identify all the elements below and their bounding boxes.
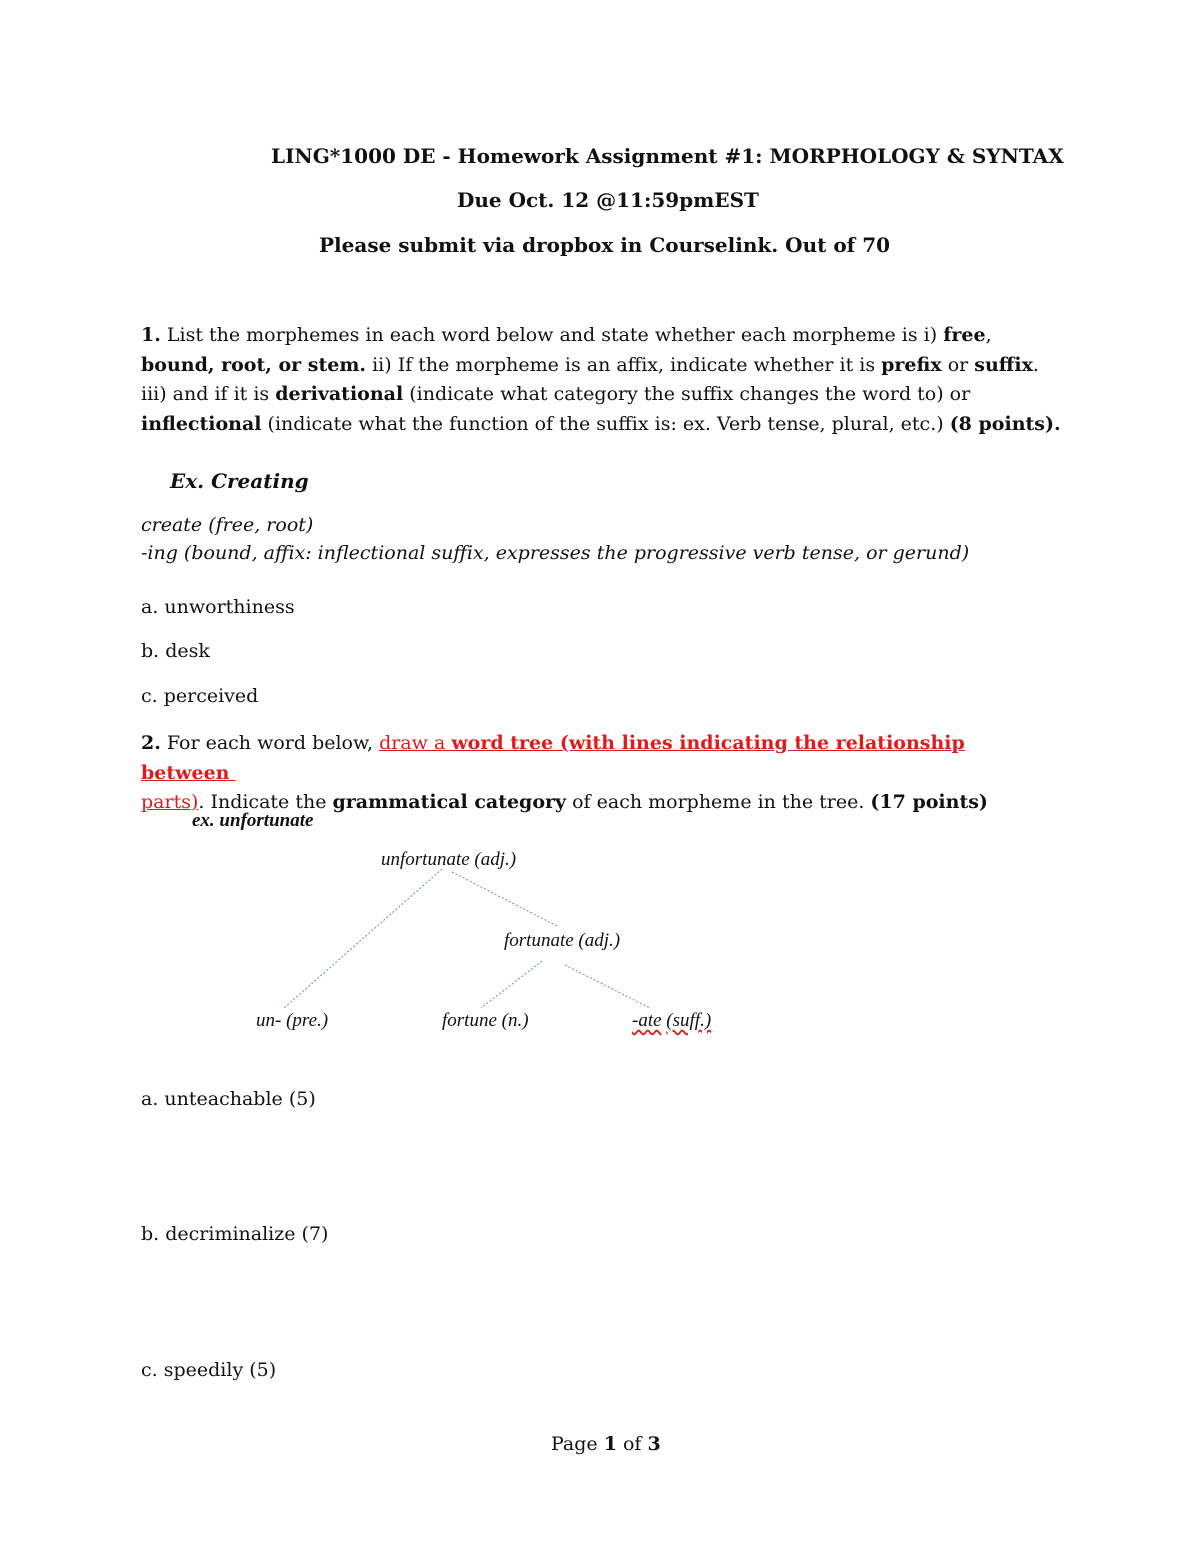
- tree-branch: [284, 869, 442, 1008]
- tree-example-heading: ex. unfortunate: [192, 810, 314, 831]
- question-item: c. perceived: [141, 685, 259, 707]
- question-number: 2.: [141, 732, 161, 754]
- page-footer: Page 1 of 3: [551, 1433, 661, 1455]
- question-item: b. desk: [141, 640, 210, 662]
- tree-node-suffix: -ate (suff.): [632, 1010, 712, 1031]
- example-line: create (free, root): [141, 514, 314, 536]
- question-2: 2. For each word below, draw a word tree (with lines indicating the relationship between parts). Indicate the grammatical category of each morpheme in the tree. (17 points): [141, 732, 988, 813]
- tree-node-root-morpheme: fortune (n.): [442, 1010, 529, 1031]
- example-heading: Ex. Creating: [170, 469, 309, 493]
- tree-node-stem: fortunate (adj.): [504, 930, 621, 951]
- question-1: 1. List the morphemes in each word below and state whether each morpheme is i) free, bound, root, or stem. ii) If the morpheme is an affix, indicate whether it is prefix or suffix. iii) and if it is derivational (indicate what category the suffix changes the word to) or inflectional (indicate what the function of the suffix is: ex. Verb tense, plural, etc.) (8 points).: [141, 324, 1061, 435]
- example-line: -ing (bound, affix: inflectional suffix, expresses the progressive verb tense, or gerund): [141, 542, 970, 564]
- tree-branch: [452, 872, 557, 926]
- document-title: LING*1000 DE - Homework Assignment #1: MORPHOLOGY & SYNTAX: [271, 144, 1064, 168]
- question-item: b. decriminalize (7): [141, 1223, 329, 1245]
- tree-branch: [565, 965, 650, 1008]
- tree-node-root: unfortunate (adj.): [381, 849, 517, 870]
- tree-branch: [481, 961, 542, 1008]
- question-number: 1.: [141, 324, 161, 346]
- page-number: 1: [603, 1433, 617, 1455]
- due-date: Due Oct. 12 @11:59pmEST: [457, 188, 759, 212]
- page-total: 3: [647, 1433, 661, 1455]
- submission-note: Please submit via dropbox in Courselink. Out of 70: [319, 233, 891, 257]
- question-item: a. unworthiness: [141, 596, 295, 618]
- question-item: c. speedily (5): [141, 1359, 277, 1381]
- tree-node-prefix: un- (pre.): [256, 1010, 329, 1031]
- question-item: a. unteachable (5): [141, 1088, 316, 1110]
